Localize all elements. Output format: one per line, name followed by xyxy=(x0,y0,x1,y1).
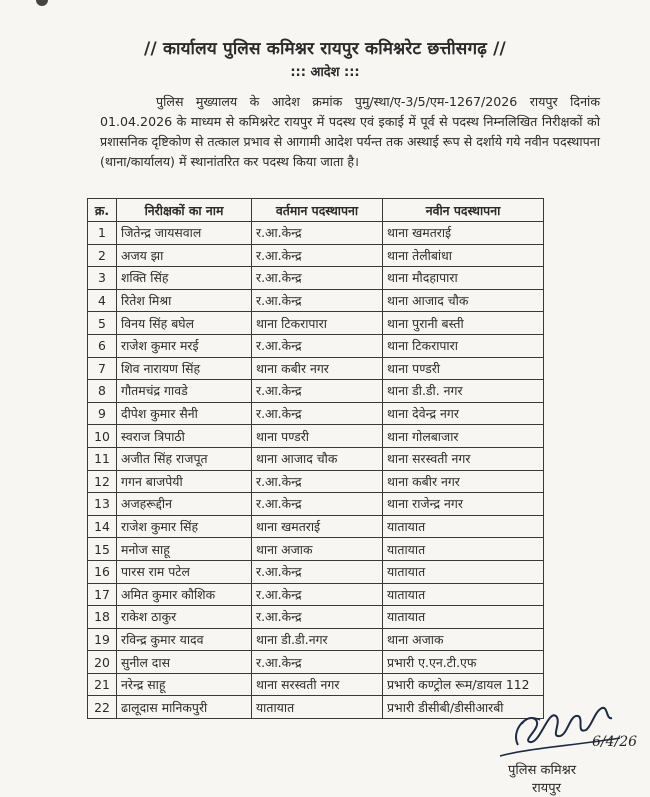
cell-name: राजेश कुमार मरई xyxy=(117,334,252,357)
cell-name: जितेन्द्र जायसवाल xyxy=(117,222,252,245)
cell-new-posting: थाना पुरानी बस्ती xyxy=(383,312,544,335)
cell-new-posting: थाना पण्डरी xyxy=(383,357,544,380)
cell-new-posting: थाना देवेन्द्र नगर xyxy=(383,402,544,425)
table-row xyxy=(88,402,544,425)
cell-current-posting: थाना डी.डी.नगर xyxy=(252,628,383,651)
cell-name: दीपेश कुमार सैनी xyxy=(117,402,252,425)
cell-current-posting: र.आ.केन्द्र xyxy=(252,651,383,674)
handwritten-date: 6/4/26 xyxy=(592,734,638,750)
cell-name: गगन बाजपेयी xyxy=(117,470,252,493)
table-row xyxy=(88,222,544,245)
cell-serial: 3 xyxy=(88,267,117,290)
cell-current-posting: र.आ.केन्द्र xyxy=(252,222,383,245)
table-row xyxy=(88,493,544,516)
cell-serial: 6 xyxy=(88,334,117,357)
cell-serial: 10 xyxy=(88,425,117,448)
cell-current-posting: र.आ.केन्द्र xyxy=(252,289,383,312)
cell-serial: 14 xyxy=(88,515,117,538)
cell-serial: 19 xyxy=(88,628,117,651)
cell-serial: 9 xyxy=(88,402,117,425)
table-row xyxy=(88,312,544,335)
cell-current-posting: थाना अजाक xyxy=(252,538,383,561)
cell-serial: 7 xyxy=(88,357,117,380)
cell-new-posting: थाना गोलबाजार xyxy=(383,425,544,448)
table-row xyxy=(88,628,544,651)
cell-serial: 1 xyxy=(88,222,117,245)
cell-current-posting: थाना आजाद चौक xyxy=(252,447,383,470)
cell-serial: 2 xyxy=(88,244,117,267)
cell-current-posting: र.आ.केन्द्र xyxy=(252,560,383,583)
table-row xyxy=(88,425,544,448)
header-current-posting: वर्तमान पदस्थापना xyxy=(252,199,383,222)
cell-new-posting: यातायात xyxy=(383,606,544,629)
cell-serial: 15 xyxy=(88,538,117,561)
table-row xyxy=(88,470,544,493)
cell-serial: 18 xyxy=(88,606,117,629)
cell-new-posting: प्रभारी डीसीबी/डीसीआरबी xyxy=(383,696,544,719)
cell-current-posting: र.आ.केन्द्र xyxy=(252,402,383,425)
order-subheading: ::: आदेश ::: xyxy=(290,65,360,80)
cell-current-posting: र.आ.केन्द्र xyxy=(252,606,383,629)
cell-name: गौतमचंद्र गावडे xyxy=(117,380,252,403)
cell-new-posting: थाना राजेन्द्र नगर xyxy=(383,493,544,516)
cell-name: राकेश ठाकुर xyxy=(117,606,252,629)
cell-serial: 11 xyxy=(88,447,117,470)
cell-serial: 22 xyxy=(88,696,117,719)
cell-name: शक्ति सिंह xyxy=(117,267,252,290)
cell-serial: 16 xyxy=(88,560,117,583)
cell-name: रितेश मिश्रा xyxy=(117,289,252,312)
cell-name: शिव नारायण सिंह xyxy=(117,357,252,380)
header-serial: क्र. xyxy=(88,199,117,222)
cell-new-posting: यातायात xyxy=(383,560,544,583)
cell-new-posting: यातायात xyxy=(383,583,544,606)
signature-block xyxy=(470,690,650,797)
cell-name: अजहरूद्दीन xyxy=(117,493,252,516)
cell-current-posting: यातायात xyxy=(252,696,383,719)
cell-serial: 12 xyxy=(88,470,117,493)
cell-current-posting: र.आ.केन्द्र xyxy=(252,493,383,516)
cell-serial: 8 xyxy=(88,380,117,403)
cell-name: ढालूदास मानिकपुरी xyxy=(117,696,252,719)
cell-serial: 5 xyxy=(88,312,117,335)
cell-new-posting: थाना अजाक xyxy=(383,628,544,651)
cell-serial: 13 xyxy=(88,493,117,516)
signatory-title: पुलिस कमिश्नर xyxy=(508,763,577,778)
header-name: निरीक्षकों का नाम xyxy=(117,199,252,222)
table-row xyxy=(88,560,544,583)
cell-new-posting: थाना तेलीबांधा xyxy=(383,244,544,267)
signatory-place: रायपुर xyxy=(532,781,561,796)
cell-name: स्वराज त्रिपाठी xyxy=(117,425,252,448)
punch-hole xyxy=(36,0,48,6)
cell-current-posting: र.आ.केन्द्र xyxy=(252,267,383,290)
cell-current-posting: र.आ.केन्द्र xyxy=(252,470,383,493)
cell-new-posting: थाना टिकरापारा xyxy=(383,334,544,357)
cell-current-posting: र.आ.केन्द्र xyxy=(252,583,383,606)
cell-new-posting: थाना मौदहापारा xyxy=(383,267,544,290)
cell-current-posting: र.आ.केन्द्र xyxy=(252,244,383,267)
cell-name: रविन्द्र कुमार यादव xyxy=(117,628,252,651)
header-new-posting: नवीन पदस्थापना xyxy=(383,199,544,222)
cell-name: अमित कुमार कौशिक xyxy=(117,583,252,606)
table-row xyxy=(88,606,544,629)
cell-current-posting: र.आ.केन्द्र xyxy=(252,334,383,357)
cell-new-posting: प्रभारी ए.एन.टी.एफ xyxy=(383,651,544,674)
table-row xyxy=(88,538,544,561)
table-header-row xyxy=(88,199,544,222)
cell-name: अजय झा xyxy=(117,244,252,267)
cell-new-posting: थाना कबीर नगर xyxy=(383,470,544,493)
cell-name: अजीत सिंह राजपूत xyxy=(117,447,252,470)
cell-new-posting: प्रभारी कण्ट्रोल रूम/डायल 112 xyxy=(383,673,544,696)
order-paragraph-text: पुलिस मुख्यालय के आदेश क्रमांक पुमु/स्था/ए-3/5/एम-1267/2026 रायपुर दिनांक 01.04.2026 के माध्यम से कमिश्नरेट रायपुर में पदस्थ एवं इकाई में पूर्व से पदस्थ निम्नलिखित निरीक्षकों को प्रशासनिक दृष्टिकोण से तत्काल प्रभाव से आगामी आदेश पर्यन्त तक अस्थाई रूप से दर्शाये गये नवीन पदस्थापना (थाना/कार्यालय) में स्थानांतरित कर पदस्थ किया जाता है। xyxy=(100,94,600,169)
cell-name: राजेश कुमार सिंह xyxy=(117,515,252,538)
table-row xyxy=(88,334,544,357)
cell-name: विनय सिंह बघेल xyxy=(117,312,252,335)
table-row xyxy=(88,244,544,267)
table-row xyxy=(88,267,544,290)
cell-serial: 20 xyxy=(88,651,117,674)
cell-new-posting: यातायात xyxy=(383,538,544,561)
cell-serial: 17 xyxy=(88,583,117,606)
table-row xyxy=(88,583,544,606)
cell-name: नरेन्द्र साहू xyxy=(117,673,252,696)
cell-new-posting: थाना डी.डी. नगर xyxy=(383,380,544,403)
cell-new-posting: थाना खमतराई xyxy=(383,222,544,245)
cell-current-posting: थाना टिकरापारा xyxy=(252,312,383,335)
table-row xyxy=(88,380,544,403)
table-row xyxy=(88,447,544,470)
table-body xyxy=(88,222,544,719)
table-row xyxy=(88,651,544,674)
handwritten-signature xyxy=(470,690,650,770)
cell-serial: 4 xyxy=(88,289,117,312)
cell-new-posting: यातायात xyxy=(383,515,544,538)
order-paragraph xyxy=(100,92,600,172)
cell-current-posting: थाना पण्डरी xyxy=(252,425,383,448)
table-row xyxy=(88,515,544,538)
transfer-table xyxy=(87,198,544,719)
cell-name: पारस राम पटेल xyxy=(117,560,252,583)
cell-current-posting: थाना कबीर नगर xyxy=(252,357,383,380)
cell-current-posting: थाना खमतराई xyxy=(252,515,383,538)
cell-new-posting: थाना सरस्वती नगर xyxy=(383,447,544,470)
office-heading: // कार्यालय पुलिस कमिश्नर रायपुर कमिश्नरेट छत्तीसगढ़ // xyxy=(144,39,506,59)
cell-serial: 21 xyxy=(88,673,117,696)
table-row xyxy=(88,289,544,312)
table-row xyxy=(88,357,544,380)
cell-new-posting: थाना आजाद चौक xyxy=(383,289,544,312)
cell-name: सुनील दास xyxy=(117,651,252,674)
cell-name: मनोज साहू xyxy=(117,538,252,561)
cell-current-posting: थाना सरस्वती नगर xyxy=(252,673,383,696)
cell-current-posting: र.आ.केन्द्र xyxy=(252,380,383,403)
